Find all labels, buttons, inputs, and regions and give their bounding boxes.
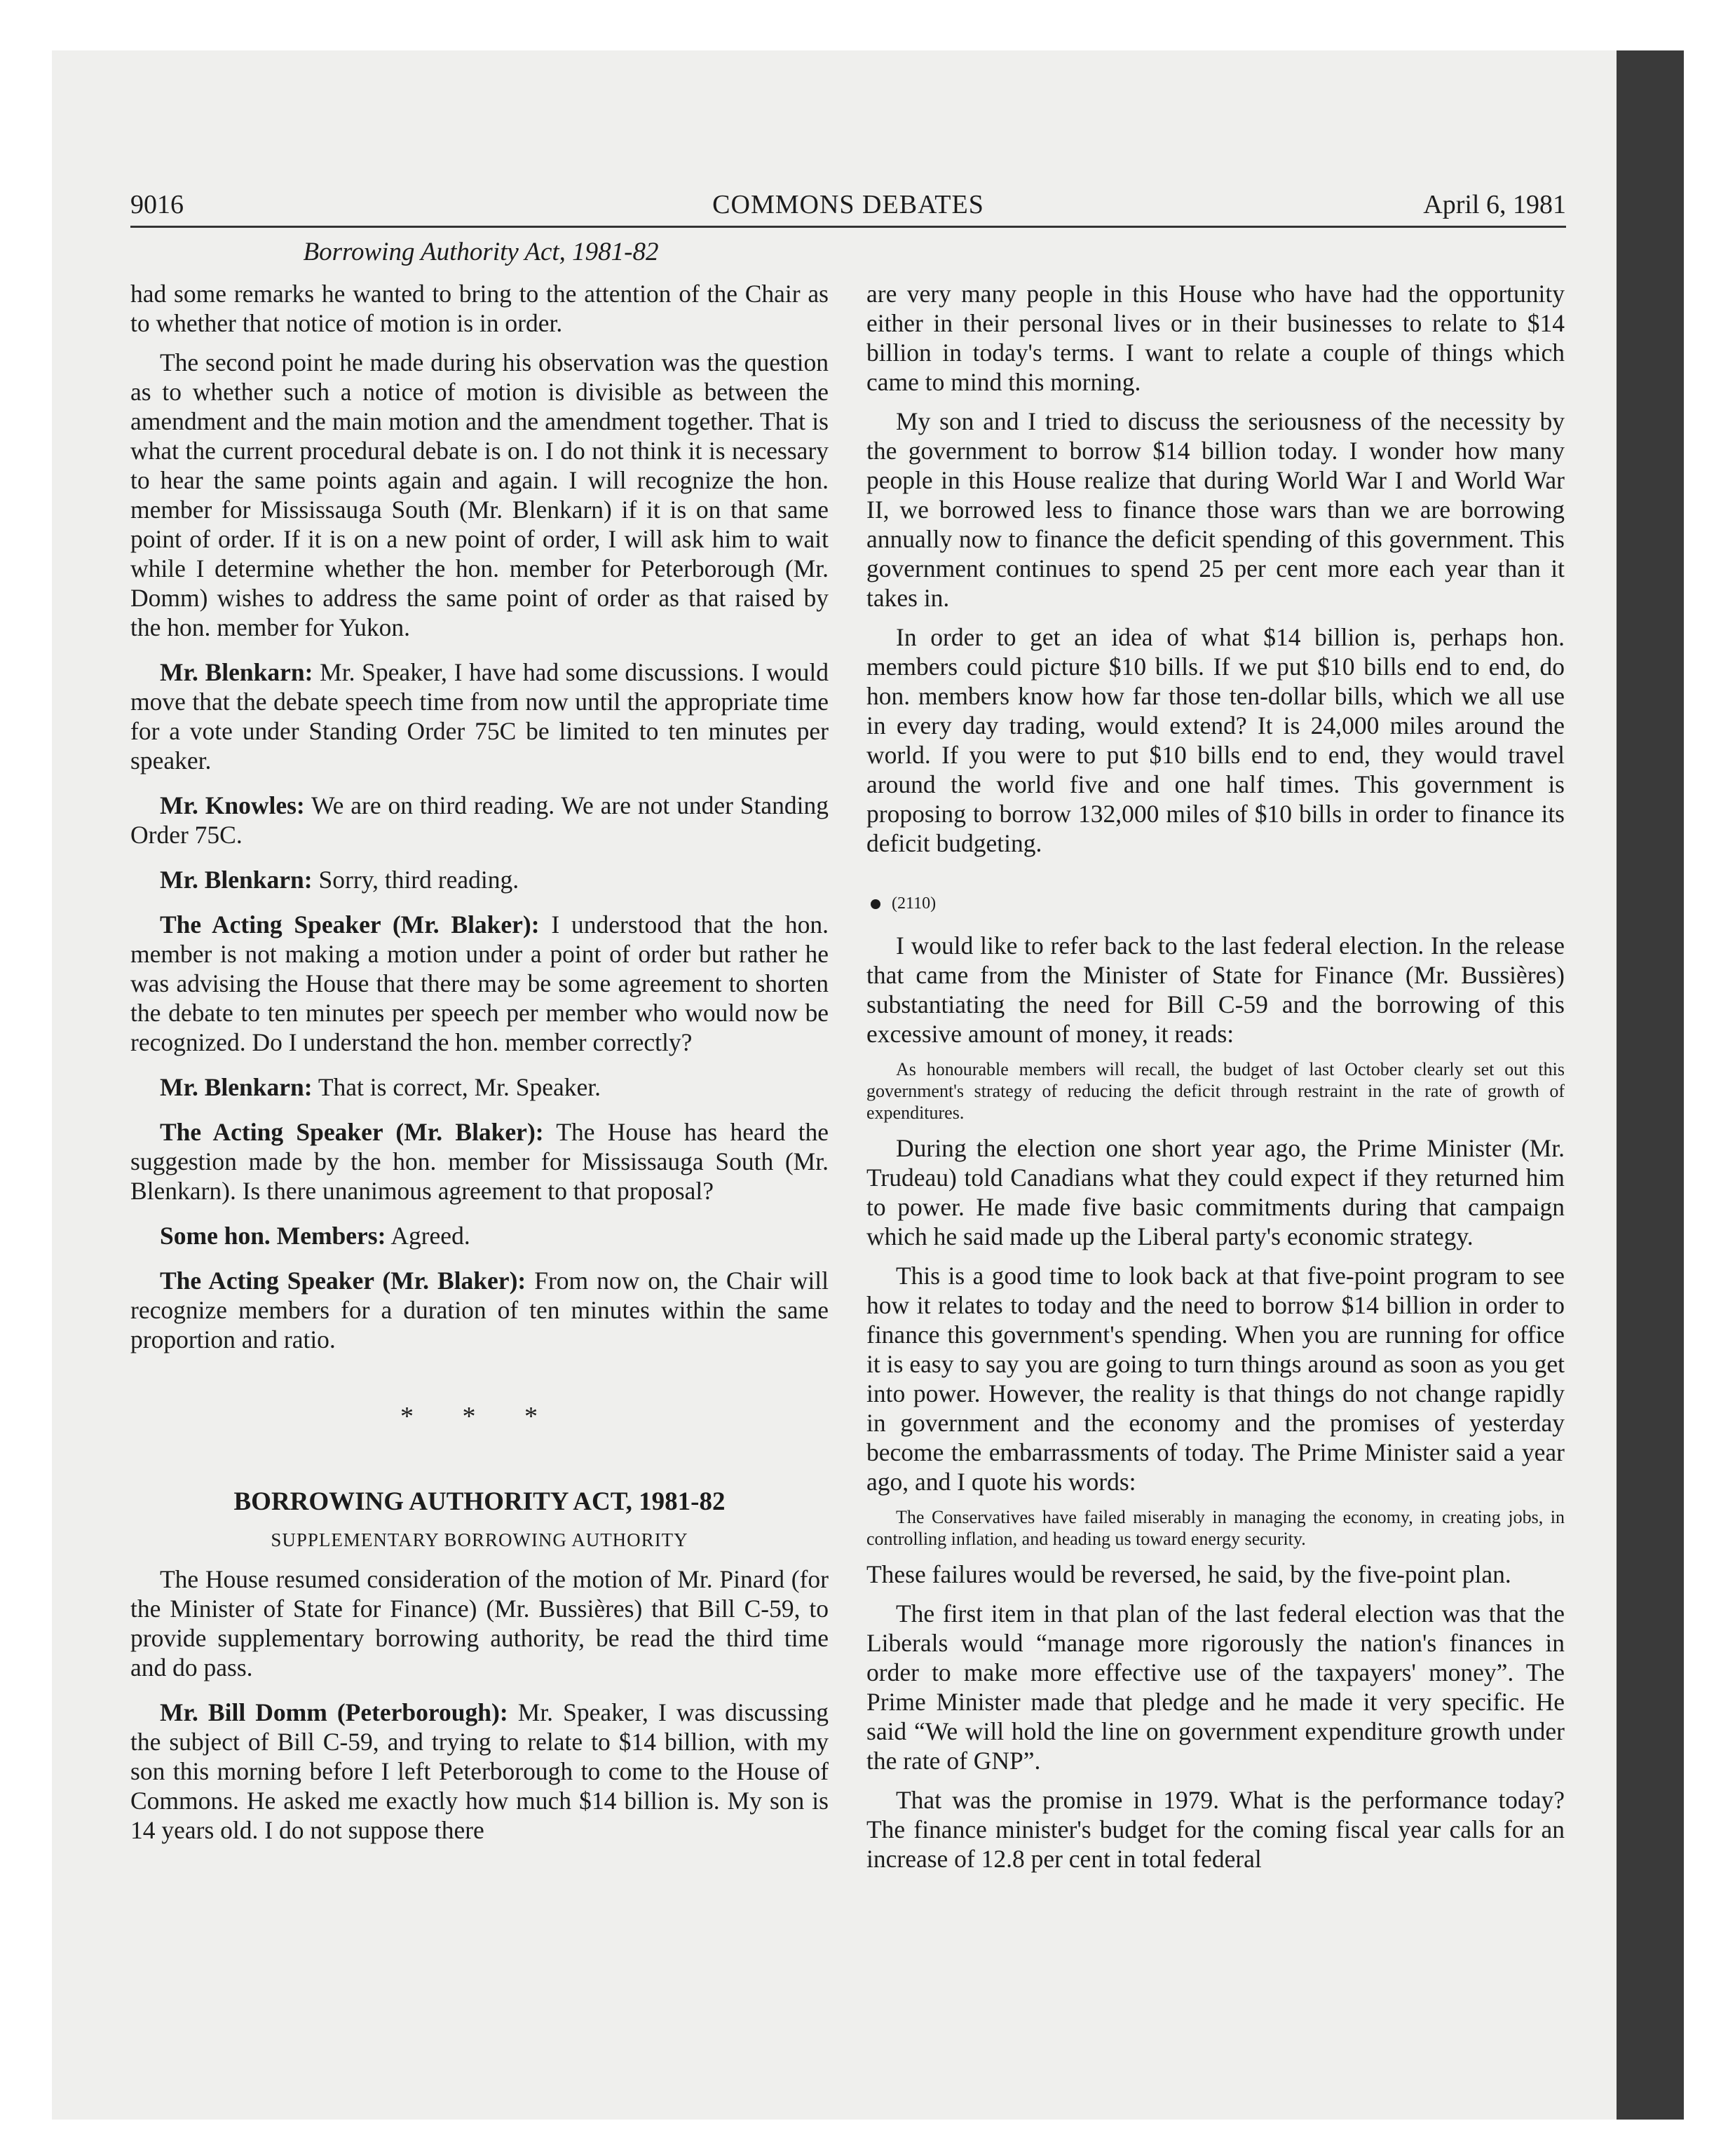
bullet-icon: [871, 899, 880, 909]
publication-date: April 6, 1981: [1423, 190, 1566, 219]
speech: The Acting Speaker (Mr. Blaker): I understood that the hon. member is not making a motion under a point of order but rather he was advising the House that there may be some agreement to shorten the debate to ten minutes per speech per member who would now be recognized. Do I understand the hon. member correctly?: [130, 910, 829, 1056]
speaker-name: Mr. Blenkarn:: [160, 658, 313, 686]
block-quote: The Conservatives have failed miserably in managing the economy, in creating jobs, in controlling inflation, and heading us toward energy security.: [866, 1507, 1565, 1549]
paragraph: In order to get an idea of what $14 billion is, perhaps hon. members could picture $10 bills. If we put $10 bills end to end, do hon. members know how far those ten-dollar bills, which we all use in every day trading, would extend? It is 24,000 miles around the world. If you were to put $10 bills end to end, they would travel around the world five and one half times. This government is proposing to borrow 132,000 miles of $10 bills in order to finance its deficit budgeting.: [866, 623, 1565, 857]
speech: The Acting Speaker (Mr. Blaker): The House has heard the suggestion made by the hon. member for Mississauga South (Mr. Blenkarn). Is there unanimous agreement to that proposal?: [130, 1118, 829, 1205]
time-stamp: (2110): [866, 889, 1565, 918]
speaker-name: The Acting Speaker (Mr. Blaker):: [160, 1267, 526, 1295]
speech: Mr. Bill Domm (Peterborough): Mr. Speaker, I was discussing the subject of Bill C-59, and trying to relate to $14 billion, with my son this morning before I left Peterborough to come to the House of Commons. He asked me exactly how much $14 billion is. My son is 14 years old. I do not suppose there: [130, 1698, 829, 1844]
paragraph: I would like to refer back to the last federal election. In the release that came from the Minister of State for Finance (Mr. Bussières) substantiating the need for Bill C-59 and the borrowing of this excessive amount of money, it reads:: [866, 932, 1565, 1048]
paragraph: are very many people in this House who have had the opportunity either in their personal lives or in their businesses to relate to $14 billion in today's terms. I want to relate a couple of things which came to mind this morning.: [866, 280, 1565, 396]
speech: Mr. Blenkarn: Mr. Speaker, I have had some discussions. I would move that the debate speech time from now until the appropriate time for a vote under Standing Order 75C be limited to ten minutes per speaker.: [130, 658, 829, 775]
speech: Some hon. Members: Agreed.: [160, 1222, 470, 1250]
publication-title: COMMONS DEBATES: [712, 190, 984, 219]
speaker-name: Mr. Bill Domm (Peterborough):: [160, 1698, 508, 1726]
page-header: [130, 184, 1566, 228]
book-spine-shadow: [1617, 50, 1684, 2120]
section-separator: * * *: [400, 1402, 559, 1431]
speech: Mr. Blenkarn: Sorry, third reading.: [160, 866, 519, 894]
paragraph: The first item in that plan of the last federal election was that the Liberals would “manage more rigorously the nation's finances in order to make more effective use of the taxpayers' money”. The Prime Minister made that pledge and he made it very specific. He said “We will hold the line on government expenditure growth under the rate of GNP”.: [866, 1599, 1565, 1775]
speech: Mr. Knowles: We are on third reading. We are not under Standing Order 75C.: [130, 791, 829, 849]
left-column: [130, 279, 829, 1855]
paragraph: During the election one short year ago, the Prime Minister (Mr. Trudeau) told Canadians what they could expect if they returned him to power. He made five basic commitments during that campaign which he said made up the Liberal party's economic strategy.: [866, 1134, 1565, 1250]
section-title: BORROWING AUTHORITY ACT, 1981-82: [233, 1487, 726, 1516]
page-number: 9016: [130, 190, 184, 219]
speaker-name: Some hon. Members:: [160, 1222, 386, 1250]
speech: Mr. Blenkarn: That is correct, Mr. Speaker.: [160, 1073, 601, 1101]
speaker-name: Mr. Blenkarn:: [160, 1073, 313, 1101]
speech: The Acting Speaker (Mr. Blaker): From now on, the Chair will recognize members for a duration of ten minutes within the same proportion and ratio.: [130, 1267, 829, 1353]
section-subtitle: SUPPLEMENTARY BORROWING AUTHORITY: [271, 1529, 688, 1550]
paragraph: The second point he made during his observation was the question as to whether such a notice of motion is divisible as between the amendment and the main motion and the amendment together. That is what the current procedural debate is on. I do not think it is necessary to hear the same points again and again. I will recognize the hon. member for Mississauga South (Mr. Blenkarn) if it is on that same point of order. If it is on a new point of order, I will ask him to wait while I determine whether the hon. member for Peterborough (Mr. Domm) wishes to address the same point of order as that raised by the hon. member for Yukon.: [130, 348, 829, 641]
right-column: [866, 279, 1565, 1883]
paragraph: My son and I tried to discuss the seriousness of the necessity by the government to borrow $14 billion today. I wonder how many people in this House realize that during World War I and World War II, we borrowed less to finance those wars than we are borrowing annually now to finance the deficit spending of this government. This government continues to spend 25 per cent more each year than it takes in.: [866, 407, 1565, 612]
speaker-name: Mr. Knowles:: [160, 791, 305, 819]
paragraph: The House resumed consideration of the motion of Mr. Pinard (for the Minister of State for Finance) (Mr. Bussières) that Bill C-59, to provide supplementary borrowing authority, be read the third time and do pass.: [130, 1565, 829, 1681]
speaker-name: Mr. Blenkarn:: [160, 866, 313, 894]
paragraph: That was the promise in 1979. What is the performance today? The finance minister's budget for the coming fiscal year calls for an increase of 12.8 per cent in total federal: [866, 1786, 1565, 1873]
block-quote: As honourable members will recall, the budget of last October clearly set out this government's strategy of reducing the deficit through restraint in the rate of growth of expenditures.: [866, 1059, 1565, 1123]
paragraph: These failures would be reversed, he said, by the five-point plan.: [866, 1560, 1511, 1588]
running-head: Borrowing Authority Act, 1981-82: [303, 238, 659, 266]
speaker-name: The Acting Speaker (Mr. Blaker):: [160, 910, 540, 939]
paragraph: This is a good time to look back at that five-point program to see how it relates to today and the need to borrow $14 billion in order to finance this government's spending. When you are running for office it is easy to say you are going to turn things around as soon as you get into power. However, the reality is that things do not change rapidly in government and the economy and the promises of yesterday become the embarrassments of today. The Prime Minister said a year ago, and I quote his words:: [866, 1262, 1565, 1496]
speaker-name: The Acting Speaker (Mr. Blaker):: [160, 1118, 544, 1146]
paragraph: had some remarks he wanted to bring to the attention of the Chair as to whether that notice of motion is in order.: [130, 280, 829, 337]
